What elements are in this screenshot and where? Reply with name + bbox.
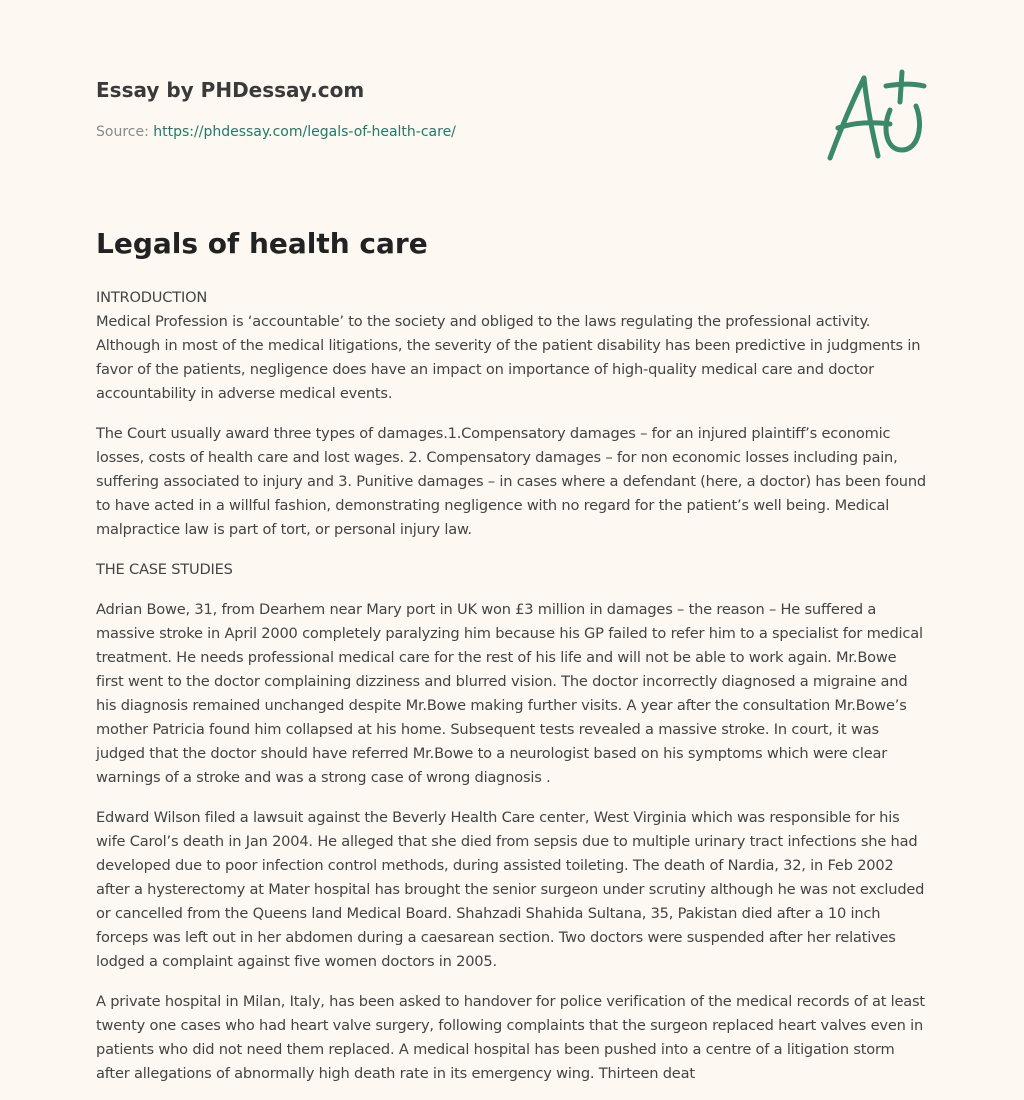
paragraph-text: Medical Profession is ‘accountable’ to the society and obliged to the laws regulating the professional activity. Although in most of the medical litigations, the severity of the patient disability has been predictive in judgments in favor of the patients, negligence does have an impact on importance of high-quality medical care and doctor accountability in adverse medical events.	[96, 313, 921, 402]
paragraph: Edward Wilson filed a lawsuit against the Beverly Health Care center, West Virginia which was responsible for his wife Carol’s death in Jan 2004. He alleged that she died from sepsis due to multiple urinary tract infections she had developed due to poor infection control methods, during assisted toileting. The death of Nardia, 32, in Feb 2002 after a hysterectomy at Mater hospital has brought the senior surgeon under scrutiny although he was not excluded or cancelled from the Queens land Medical Board. Shahzadi Shahida Sultana, 35, Pakistan died after a 10 inch forceps was left out in her abdomen during a caesarean section. Two doctors were suspended after her relatives lodged a complaint against five women doctors in 2005.	[96, 809, 925, 970]
paragraph: The Court usually award three types of damages.1.Compensatory damages – for an injured plaintiff’s economic losses, costs of health care and lost wages. 2. Compensatory damages – for non economic losses including pain, suffering associated to injury and 3. Punitive damages – in cases where a defendant (here, a doctor) has been found to have acted in a willful fashion, demonstrating negligence with no regard for the patient’s well being. Medical malpractice law is part of tort, or personal injury law.	[96, 425, 926, 538]
paragraph: A private hospital in Milan, Italy, has been asked to handover for police verification of the medical records of at least twenty one cases who had heart valve surgery, following complaints that the surgeon replaced heart valves even in patients who did not need them replaced. A medical hospital has been pushed into a centre of a litigation storm after allegations of abnormally high death rate in its emergency wing. Thirteen deat	[96, 993, 925, 1082]
source-line	[96, 122, 736, 142]
essay-title: Legals of health care	[96, 227, 428, 260]
a-plus-grade-icon	[820, 66, 930, 166]
essay-body	[96, 286, 928, 1100]
source-link[interactable]: https://phdessay.com/legals-of-health-care/	[153, 124, 456, 140]
source-label: Source:	[96, 124, 149, 140]
case-studies-heading: THE CASE STUDIES	[96, 561, 233, 578]
intro-paragraph	[96, 286, 928, 406]
site-title: Essay by PHDessay.com	[96, 78, 365, 102]
paragraph: Adrian Bowe, 31, from Dearhem near Mary port in UK won £3 million in damages – the reason – He suffered a massive stroke in April 2000 completely paralyzing him because his GP failed to refer him to a specialist for medical treatment. He needs professional medical care for the rest of his life and will not be able to work again. Mr.Bowe first went to the doctor complaining dizziness and blurred vision. The doctor incorrectly diagnosed a migraine and his diagnosis remained unchanged despite Mr.Bowe making further visits. A year after the consultation Mr.Bowe’s mother Patricia found him collapsed at his home. Subsequent tests revealed a massive stroke. In court, it was judged that the doctor should have referred Mr.Bowe to a neurologist based on his symptoms which were clear warnings of a stroke and was a strong case of wrong diagnosis .	[96, 601, 923, 786]
intro-heading: INTRODUCTION	[96, 289, 208, 306]
essay-header	[96, 76, 736, 142]
